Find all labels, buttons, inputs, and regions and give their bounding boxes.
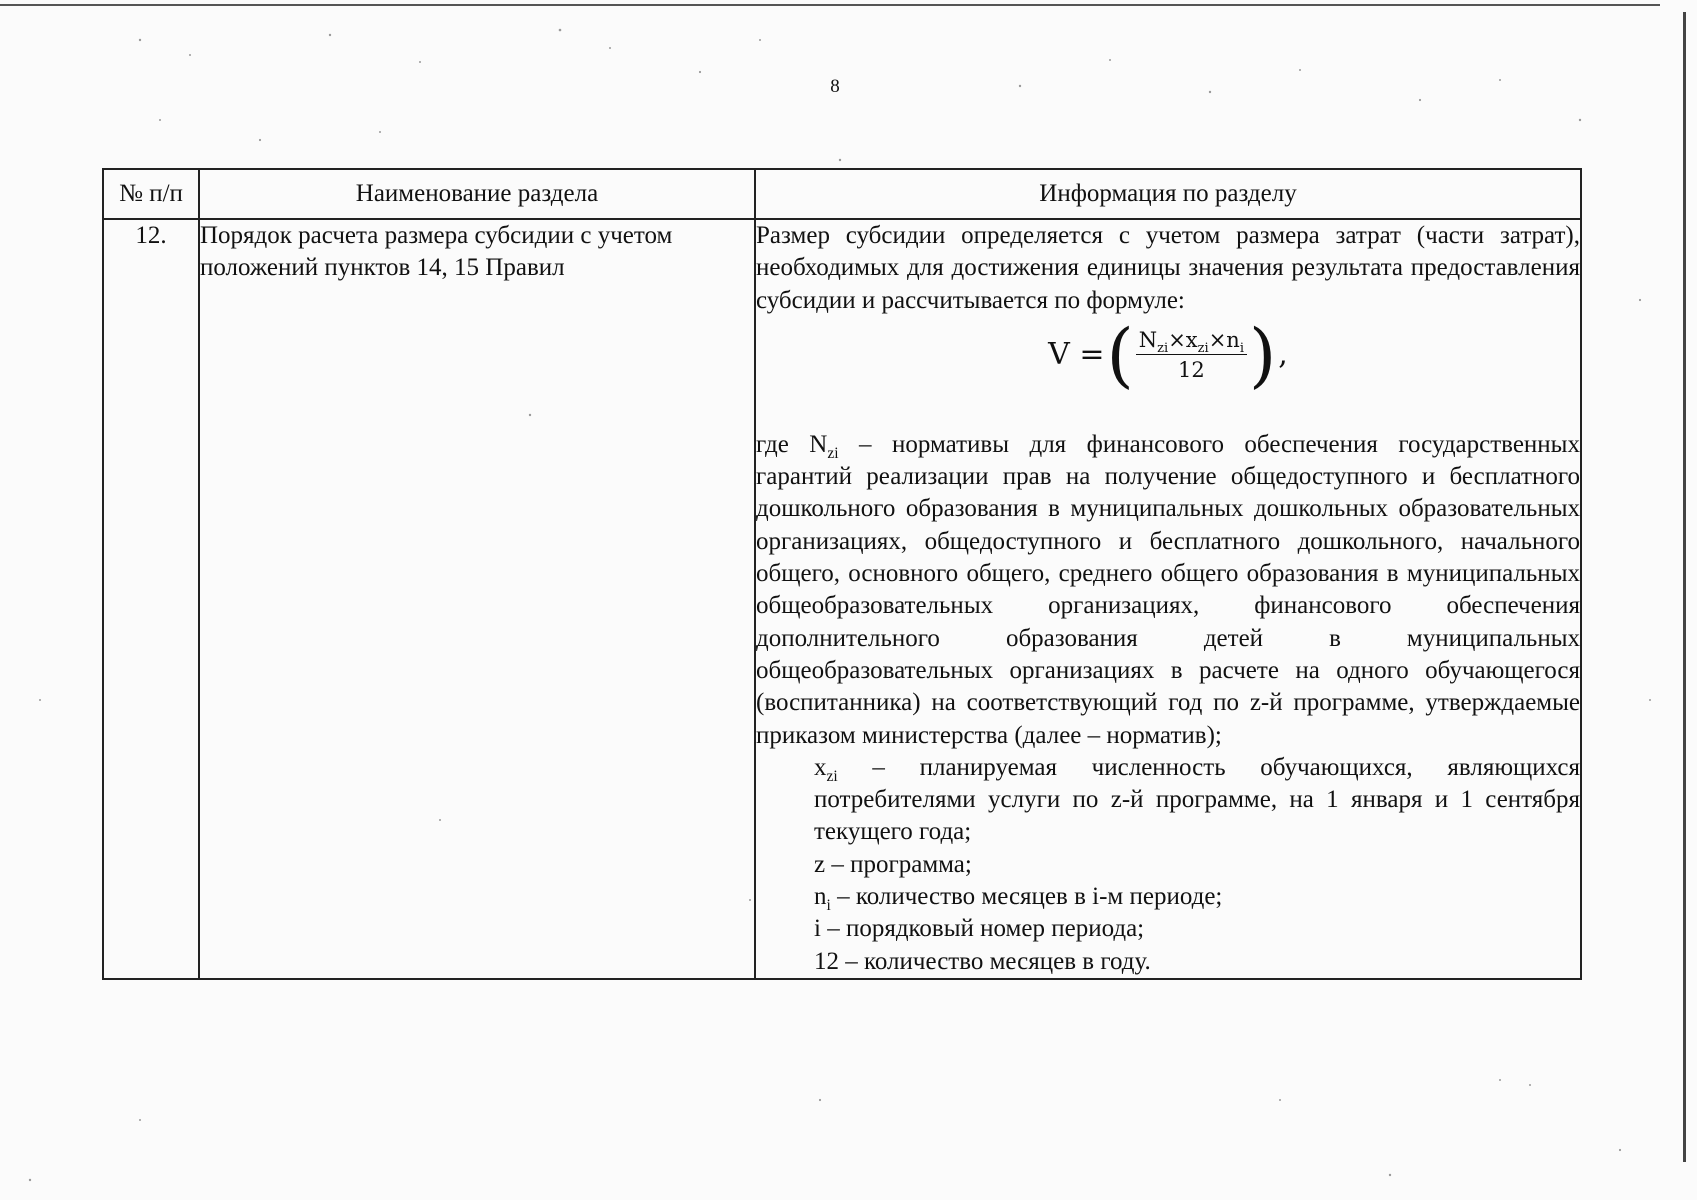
section-info: [755, 219, 1581, 979]
table-header-row: [103, 169, 1581, 219]
info-intro: Размер субсидии определяется с учетом размера затрат (части затрат), необходимых для достижения единицы значения результата предоставления субсидии и рассчитывается по формуле:: [756, 222, 1580, 314]
formula-left-paren: (: [1106, 313, 1134, 396]
page-number: 8: [830, 76, 840, 97]
section-table: [102, 168, 1582, 980]
formula-fraction: [1136, 327, 1247, 383]
formula-comma: ,: [1278, 336, 1288, 372]
definition-n: $n_i$ – количество месяцев в i-м периоде;: [814, 883, 1223, 915]
section-name: Порядок расчета размера субсидии с учетом положений пунктов 14, 15 Правил: [199, 219, 755, 979]
header-num: № п/п: [103, 169, 199, 219]
row-number: 12.: [103, 219, 199, 979]
header-info: Информация по разделу: [755, 169, 1581, 219]
formula-numerator: $N_{zi}\times x_{zi}\times n_i$: [1136, 327, 1247, 355]
definition-z: z – программа;: [814, 850, 972, 878]
formula-right-paren: ): [1248, 313, 1277, 396]
definition-12: 12 – количество месяцев в году.: [814, 947, 1151, 975]
header-name: Наименование раздела: [199, 169, 755, 219]
subsidy-formula: [756, 313, 1580, 396]
definition-i: i – порядковый номер периода;: [814, 915, 1145, 943]
formula-lhs: V =: [1048, 336, 1105, 372]
definition-N: где $N_{zi}$ – нормативы для финансового обеспечения государственных гарантий реализации прав на получение общедоступного и бесплатного дошкольного образования в муниципальных дошкольных образовательных организациях, общедоступного и бесплатного дошкольного, начального общего, основного общего, среднего общего образования в муниципальных общеобразовательных организациях, финансового обеспечения дополнительного образования детей в муниципальных общеобразовательных организациях в расчете на одного обучающегося (воспитанника) на соответствующий год по z-й программе, утверждаемые приказом министерства (далее – норматив);: [756, 430, 1580, 749]
table-row: [103, 219, 1581, 979]
formula-denominator: 12: [1178, 357, 1205, 382]
definition-x: $x_{zi}$ – планируемая численность обучающихся, являющихся потребителями услуги по z-й программе, на 1 января и 1 сентября текущего года;: [814, 753, 1580, 846]
